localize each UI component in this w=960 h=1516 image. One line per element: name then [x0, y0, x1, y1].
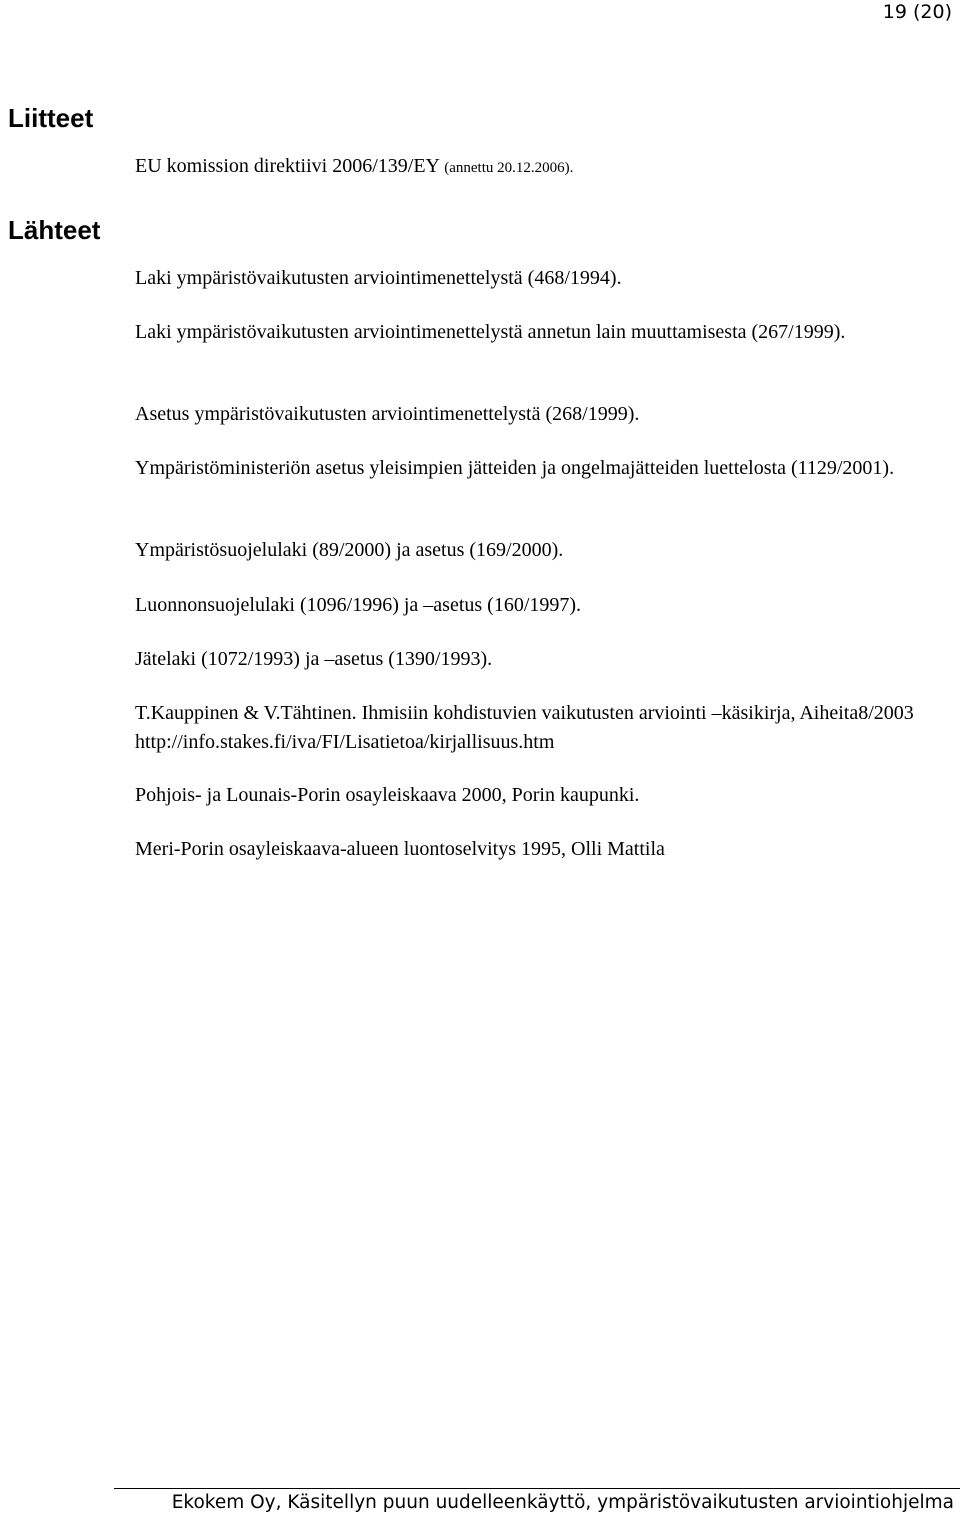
liitteet-item [135, 152, 950, 183]
reference-item: T.Kauppinen & V.Tähtinen. Ihmisiin kohdistuvien vaikutusten arviointi –käsikirja, Aiheita8/2003 http://info.stakes.fi/iva/FI/Lisatietoa/kirjallisuus.htm [135, 702, 914, 753]
reference-item: Meri-Porin osayleiskaava-alueen luontoselvitys 1995, Olli Mattila [135, 838, 665, 860]
heading-lahteet: Lähteet [8, 215, 101, 245]
liitteet-item-note: (annettu 20.12.2006). [444, 160, 574, 176]
reference-item: Luonnonsuojelulaki (1096/1996) ja –asetus (160/1997). [135, 594, 582, 616]
liitteet-item-text: EU komission direktiivi 2006/139/EY [135, 155, 440, 177]
heading-liitteet: Liitteet [8, 103, 94, 133]
reference-item: Ympäristöministeriön asetus yleisimpien jätteiden ja ongelmajätteiden luettelosta (1129/2001). [135, 457, 895, 479]
page-number: 19 (20) [882, 1, 952, 23]
reference-item: Pohjois- ja Lounais-Porin osayleiskaava 2000, Porin kaupunki. [135, 784, 640, 806]
reference-item: Jätelaki (1072/1993) ja –asetus (1390/1993). [135, 648, 493, 670]
footer-text: Ekokem Oy, Käsitellyn puun uudelleenkäyttö, ympäristövaikutusten arviointiohjelma [171, 1492, 954, 1513]
reference-item: Ympäristösuojelulaki (89/2000) ja asetus (169/2000). [135, 539, 564, 561]
reference-item: Laki ympäristövaikutusten arviointimenettelystä (468/1994). [135, 267, 622, 289]
footer-rule [114, 1488, 960, 1489]
reference-item: Laki ympäristövaikutusten arviointimenettelystä annetun lain muuttamisesta (267/1999). [135, 321, 846, 343]
reference-item: Asetus ympäristövaikutusten arviointimenettelystä (268/1999). [135, 403, 640, 425]
